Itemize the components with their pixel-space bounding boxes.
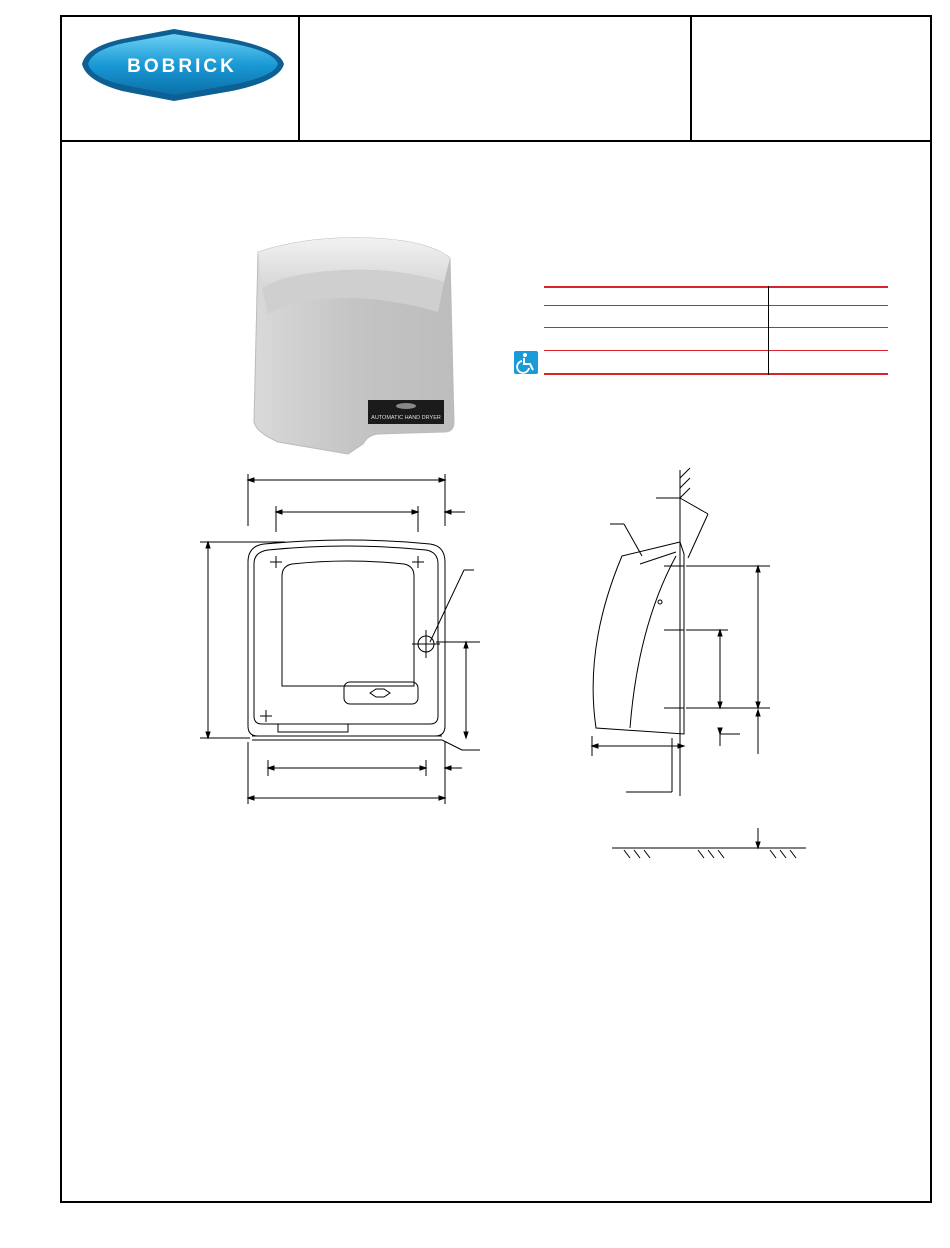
logo-cell bbox=[62, 17, 300, 142]
table-bottom-rule bbox=[544, 373, 888, 375]
table-top-rule bbox=[544, 286, 888, 288]
product-photo bbox=[248, 232, 458, 458]
table-row-rule bbox=[544, 350, 888, 351]
side-elevation-drawing bbox=[580, 466, 810, 866]
spec-table bbox=[544, 286, 888, 375]
table-row-rule bbox=[544, 327, 888, 328]
table-row-rule bbox=[544, 305, 888, 306]
bobrick-logo bbox=[62, 17, 300, 142]
front-elevation-drawing bbox=[190, 466, 480, 816]
wheelchair-accessible-icon bbox=[514, 351, 538, 374]
table-column-divider bbox=[768, 286, 769, 375]
badge-text: AUTOMATIC HAND DRYER bbox=[371, 415, 441, 421]
meta-cell bbox=[692, 17, 930, 142]
svg-text:BOBRICK: BOBRICK bbox=[127, 56, 237, 77]
product-title-cell bbox=[300, 17, 692, 142]
